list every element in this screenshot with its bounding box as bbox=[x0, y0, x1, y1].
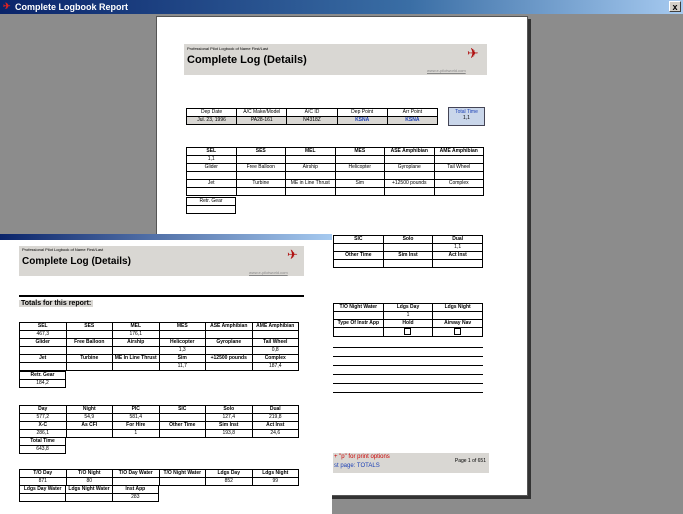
landing-header: T/O Day bbox=[20, 470, 67, 478]
total-time-label: Total Time bbox=[455, 109, 478, 115]
flight-value: Jul. 23, 1996 bbox=[187, 117, 237, 125]
cat-value bbox=[286, 156, 336, 164]
report-page-totals bbox=[0, 240, 332, 514]
cat-value bbox=[206, 331, 253, 339]
cat-header: Turbine bbox=[66, 355, 113, 363]
time-header: Dual bbox=[252, 406, 299, 414]
landing-value: 871 bbox=[20, 478, 67, 486]
cat-header: Turbine bbox=[236, 180, 286, 188]
landing-value: 283 bbox=[112, 494, 158, 502]
cat-header: ME in Line Thrust bbox=[286, 180, 336, 188]
header-title: Complete Log (Details) bbox=[187, 54, 307, 66]
cat-header: SEL bbox=[20, 323, 67, 331]
cat-value bbox=[159, 331, 206, 339]
cat-header: +12500 pounds bbox=[385, 180, 435, 188]
to-night-water-header: T/O Night Water bbox=[334, 304, 384, 312]
solo-header: Solo bbox=[383, 236, 433, 244]
cat-value: 1,3 bbox=[159, 347, 206, 355]
divider bbox=[333, 356, 483, 357]
landing-value: 99 bbox=[252, 478, 299, 486]
act-inst-header: Act Inst bbox=[433, 252, 483, 260]
landing-header: Ldgs Night Water bbox=[66, 486, 112, 494]
retr-gear-label: Retr. Gear bbox=[187, 198, 236, 206]
time-value: 286,1 bbox=[20, 430, 67, 438]
time-value bbox=[159, 430, 206, 438]
time-value bbox=[66, 430, 113, 438]
time-header: Night bbox=[66, 406, 113, 414]
cat-header: +12500 pounds bbox=[206, 355, 253, 363]
cat-value bbox=[206, 347, 253, 355]
cat-value bbox=[252, 331, 299, 339]
cat-header: Airship bbox=[286, 164, 336, 172]
type-instr-app-header: Type Of Instr App bbox=[334, 320, 384, 328]
landing-value: 852 bbox=[206, 478, 253, 486]
last-page-hint: st page: TOTALS bbox=[334, 463, 380, 469]
landing-value bbox=[159, 478, 206, 486]
cat-header: Sim bbox=[159, 355, 206, 363]
divider bbox=[333, 347, 483, 348]
cat-value: 1,1 bbox=[187, 156, 237, 164]
landing-value bbox=[20, 494, 66, 502]
time-value: 24,6 bbox=[252, 430, 299, 438]
flight-value: PA28-161 bbox=[237, 117, 287, 125]
report-header bbox=[19, 246, 304, 276]
category-table bbox=[186, 147, 484, 196]
landing-header: Ldgs Day Water bbox=[20, 486, 66, 494]
print-hint: + "p" for print options bbox=[334, 454, 390, 460]
cat-value bbox=[236, 156, 286, 164]
total-time-value: 643,8 bbox=[20, 446, 66, 454]
retr-gear-table bbox=[186, 197, 236, 214]
cat-value: 187,4 bbox=[252, 363, 299, 371]
landing-header: Ldgs Night bbox=[252, 470, 299, 478]
flight-value: KSNA bbox=[387, 117, 437, 125]
cat-value: 176,1 bbox=[113, 331, 160, 339]
cat-header: Complex bbox=[252, 355, 299, 363]
cat-value bbox=[66, 363, 113, 371]
hold-header: Hold bbox=[383, 320, 433, 328]
cat-header: Helicopter bbox=[335, 164, 385, 172]
cat-header: MEL bbox=[113, 323, 160, 331]
cat-value: 0,8 bbox=[252, 347, 299, 355]
cat-value bbox=[113, 347, 160, 355]
divider bbox=[333, 374, 483, 375]
other-time-header: Other Time bbox=[334, 252, 384, 260]
time-value: 54,9 bbox=[66, 414, 113, 422]
cat-header: Complex bbox=[434, 180, 484, 188]
time-header: Sim Inst bbox=[206, 422, 253, 430]
ldgs-day-value: 1 bbox=[383, 312, 433, 320]
flight-header: A/C Make/Model bbox=[237, 109, 287, 117]
landing-header: T/O Night Water bbox=[159, 470, 206, 478]
airway-nav-checkbox[interactable] bbox=[454, 328, 461, 335]
ldgs-day-header: Ldgs Day bbox=[383, 304, 433, 312]
window-titlebar bbox=[0, 0, 683, 14]
cat-header: Jet bbox=[187, 180, 237, 188]
time-header: For Hire bbox=[113, 422, 160, 430]
header-subtitle: Professional Pilot Logbook of Name First/Last bbox=[22, 247, 104, 252]
time-header: Act Inst bbox=[252, 422, 299, 430]
flight-header: Arr Point bbox=[387, 109, 437, 117]
cat-header: SES bbox=[66, 323, 113, 331]
landing-header: T/O Night bbox=[66, 470, 113, 478]
totals-landing-table-2 bbox=[19, 485, 159, 502]
time-header: PIC bbox=[113, 406, 160, 414]
time-value: 193,8 bbox=[206, 430, 253, 438]
cat-header: AME Amphibian bbox=[252, 323, 299, 331]
cat-value bbox=[113, 363, 160, 371]
cat-header: Jet bbox=[20, 355, 67, 363]
close-button[interactable]: x bbox=[669, 1, 681, 12]
cat-value: 467,3 bbox=[20, 331, 67, 339]
time-value: 219,8 bbox=[252, 414, 299, 422]
window-title: Complete Logbook Report bbox=[15, 2, 128, 12]
dual-header: Dual bbox=[433, 236, 483, 244]
sic-header: SIC bbox=[334, 236, 384, 244]
time-value bbox=[159, 414, 206, 422]
total-time-label: Total Time bbox=[20, 438, 66, 446]
header-title: Complete Log (Details) bbox=[22, 256, 131, 267]
time-header: As CFI bbox=[66, 422, 113, 430]
totals-total-time-table bbox=[19, 437, 66, 454]
cat-header: ASE Amphibian bbox=[206, 323, 253, 331]
totals-time-table bbox=[19, 405, 299, 438]
cat-value bbox=[335, 156, 385, 164]
divider bbox=[333, 365, 483, 366]
cat-header: AME Amphibian bbox=[434, 148, 484, 156]
total-time-value: 1,1 bbox=[463, 115, 470, 121]
divider bbox=[19, 295, 304, 297]
ldgs-night-header: Ldgs Night bbox=[433, 304, 483, 312]
divider bbox=[333, 392, 483, 393]
cat-value bbox=[20, 363, 67, 371]
landing-value bbox=[66, 494, 112, 502]
cat-header: Tail Wheel bbox=[252, 339, 299, 347]
header-url[interactable]: www.e-pilotworld.com bbox=[249, 270, 288, 275]
retr-gear-label: Retr. Gear bbox=[20, 372, 66, 380]
time-header: Day bbox=[20, 406, 67, 414]
time-value: 1 bbox=[113, 430, 160, 438]
cat-header: Free Balloon bbox=[236, 164, 286, 172]
landing-header: T/O Day Water bbox=[113, 470, 160, 478]
cat-value bbox=[66, 347, 113, 355]
time-value: 581,4 bbox=[113, 414, 160, 422]
page-indicator: Page 1 of 651 bbox=[454, 458, 486, 464]
flight-table bbox=[186, 108, 438, 125]
cat-header: SES bbox=[236, 148, 286, 156]
divider bbox=[333, 383, 483, 384]
cat-header: ASE Amphibian bbox=[385, 148, 435, 156]
time-table-partial bbox=[333, 235, 483, 268]
cat-value bbox=[20, 347, 67, 355]
time-value: 127,4 bbox=[206, 414, 253, 422]
landing-header: Ldgs Day bbox=[206, 470, 253, 478]
cat-header: SEL bbox=[187, 148, 237, 156]
app-icon: ✈ bbox=[3, 1, 11, 11]
time-header: Solo bbox=[206, 406, 253, 414]
time-value: 577,2 bbox=[20, 414, 67, 422]
time-header: SIC bbox=[159, 406, 206, 414]
cat-header: ME In Line Thrust bbox=[113, 355, 160, 363]
report-header bbox=[184, 44, 487, 75]
cat-header: MES bbox=[335, 148, 385, 156]
cat-header: Gyroplane bbox=[206, 339, 253, 347]
sim-inst-header: Sim Inst bbox=[383, 252, 433, 260]
cat-value: 11,7 bbox=[159, 363, 206, 371]
landing-value: 80 bbox=[66, 478, 113, 486]
header-url[interactable]: www.e-pilotworld.com bbox=[427, 68, 466, 73]
time-header: X-C bbox=[20, 422, 67, 430]
airway-nav-header: Airway Nav bbox=[433, 320, 483, 328]
cat-header: Free Balloon bbox=[66, 339, 113, 347]
flight-header: A/C ID bbox=[287, 109, 337, 117]
flight-value: N4318Z bbox=[287, 117, 337, 125]
cat-header: Glider bbox=[20, 339, 67, 347]
flight-header: Dep Point bbox=[337, 109, 387, 117]
cat-value bbox=[206, 363, 253, 371]
totals-category-table bbox=[19, 322, 299, 371]
cat-header: Gyroplane bbox=[385, 164, 435, 172]
totals-retr-gear-table bbox=[19, 371, 66, 388]
totals-landing-table bbox=[19, 469, 299, 486]
cat-value bbox=[434, 156, 484, 164]
cat-value bbox=[385, 156, 435, 164]
cat-header: Airship bbox=[113, 339, 160, 347]
page-footer bbox=[333, 453, 489, 473]
cat-value bbox=[66, 331, 113, 339]
flight-header: Dep Date bbox=[187, 109, 237, 117]
landing-table-partial bbox=[333, 303, 483, 337]
flight-value: KSNA bbox=[337, 117, 387, 125]
landing-header: Inst App bbox=[112, 486, 158, 494]
hold-checkbox[interactable] bbox=[404, 328, 411, 335]
totals-title: Totals for this report: bbox=[21, 300, 92, 307]
retr-gear-value: 184,2 bbox=[20, 380, 66, 388]
cat-header: Sim bbox=[335, 180, 385, 188]
cat-header: Tail Wheel bbox=[434, 164, 484, 172]
total-time-box bbox=[448, 107, 485, 126]
dual-value: 1,1 bbox=[433, 244, 483, 252]
logo-icon: ✈ bbox=[287, 247, 298, 262]
time-header: Other Time bbox=[159, 422, 206, 430]
cat-header: MES bbox=[159, 323, 206, 331]
cat-header: MEL bbox=[286, 148, 336, 156]
cat-header: Helicopter bbox=[159, 339, 206, 347]
cat-header: Glider bbox=[187, 164, 237, 172]
logo-icon: ✈ bbox=[467, 45, 479, 61]
header-subtitle: Professional Pilot Logbook of Name First/Last bbox=[187, 46, 269, 51]
